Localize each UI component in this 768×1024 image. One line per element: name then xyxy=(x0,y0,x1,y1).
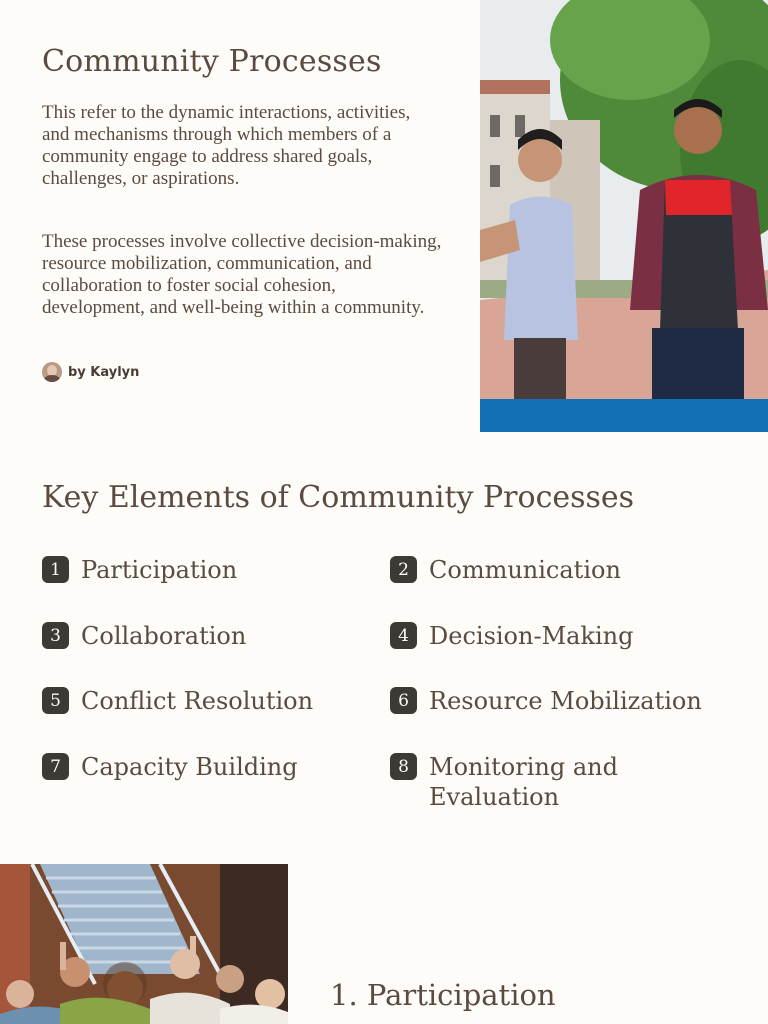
number-badge: 4 xyxy=(390,622,417,649)
author-name: by Kaylyn xyxy=(68,364,140,380)
number-badge: 6 xyxy=(390,687,417,714)
key-element-capacity-building xyxy=(42,752,381,782)
avatar xyxy=(42,362,62,382)
key-element-conflict-resolution xyxy=(42,686,381,716)
number-badge: 7 xyxy=(42,753,69,780)
number-badge: 5 xyxy=(42,687,69,714)
number-badge: 1 xyxy=(42,556,69,583)
key-element-resource-mobilization xyxy=(390,686,729,716)
hero-photo xyxy=(480,0,768,432)
intro-paragraph-2: These processes involve collective decision-making, resource mobilization, communication, and collaboration to foster social cohesion, development, and well-being within a community. xyxy=(42,231,442,318)
page-title: Community Processes xyxy=(42,44,382,79)
key-element-label: Participation xyxy=(81,556,238,584)
key-element-monitoring-evaluation xyxy=(390,752,719,812)
key-element-label: Capacity Building xyxy=(81,753,298,781)
key-element-label: Conflict Resolution xyxy=(81,687,314,715)
key-element-label: Resource Mobilization xyxy=(429,687,702,715)
author-byline[interactable] xyxy=(42,362,139,382)
key-element-communication xyxy=(390,555,729,585)
key-element-label: Communication xyxy=(429,556,621,584)
number-badge: 8 xyxy=(390,753,417,780)
key-element-label: Monitoring and Evaluation xyxy=(429,753,618,811)
key-element-label: Collaboration xyxy=(81,622,247,650)
intro-paragraph-1: This refer to the dynamic interactions, activities, and mechanisms through which members of a community engage to address shared goals, challenges, or aspirations. xyxy=(42,102,411,189)
key-element-collaboration xyxy=(42,621,381,651)
number-badge: 3 xyxy=(42,622,69,649)
number-badge: 2 xyxy=(390,556,417,583)
section-heading-participation: 1. Participation xyxy=(330,978,556,1012)
participation-photo xyxy=(0,864,288,1024)
key-elements-title: Key Elements of Community Processes xyxy=(42,480,635,515)
key-element-decision-making xyxy=(390,621,729,651)
key-element-participation xyxy=(42,555,381,585)
key-element-label: Decision-Making xyxy=(429,622,634,650)
